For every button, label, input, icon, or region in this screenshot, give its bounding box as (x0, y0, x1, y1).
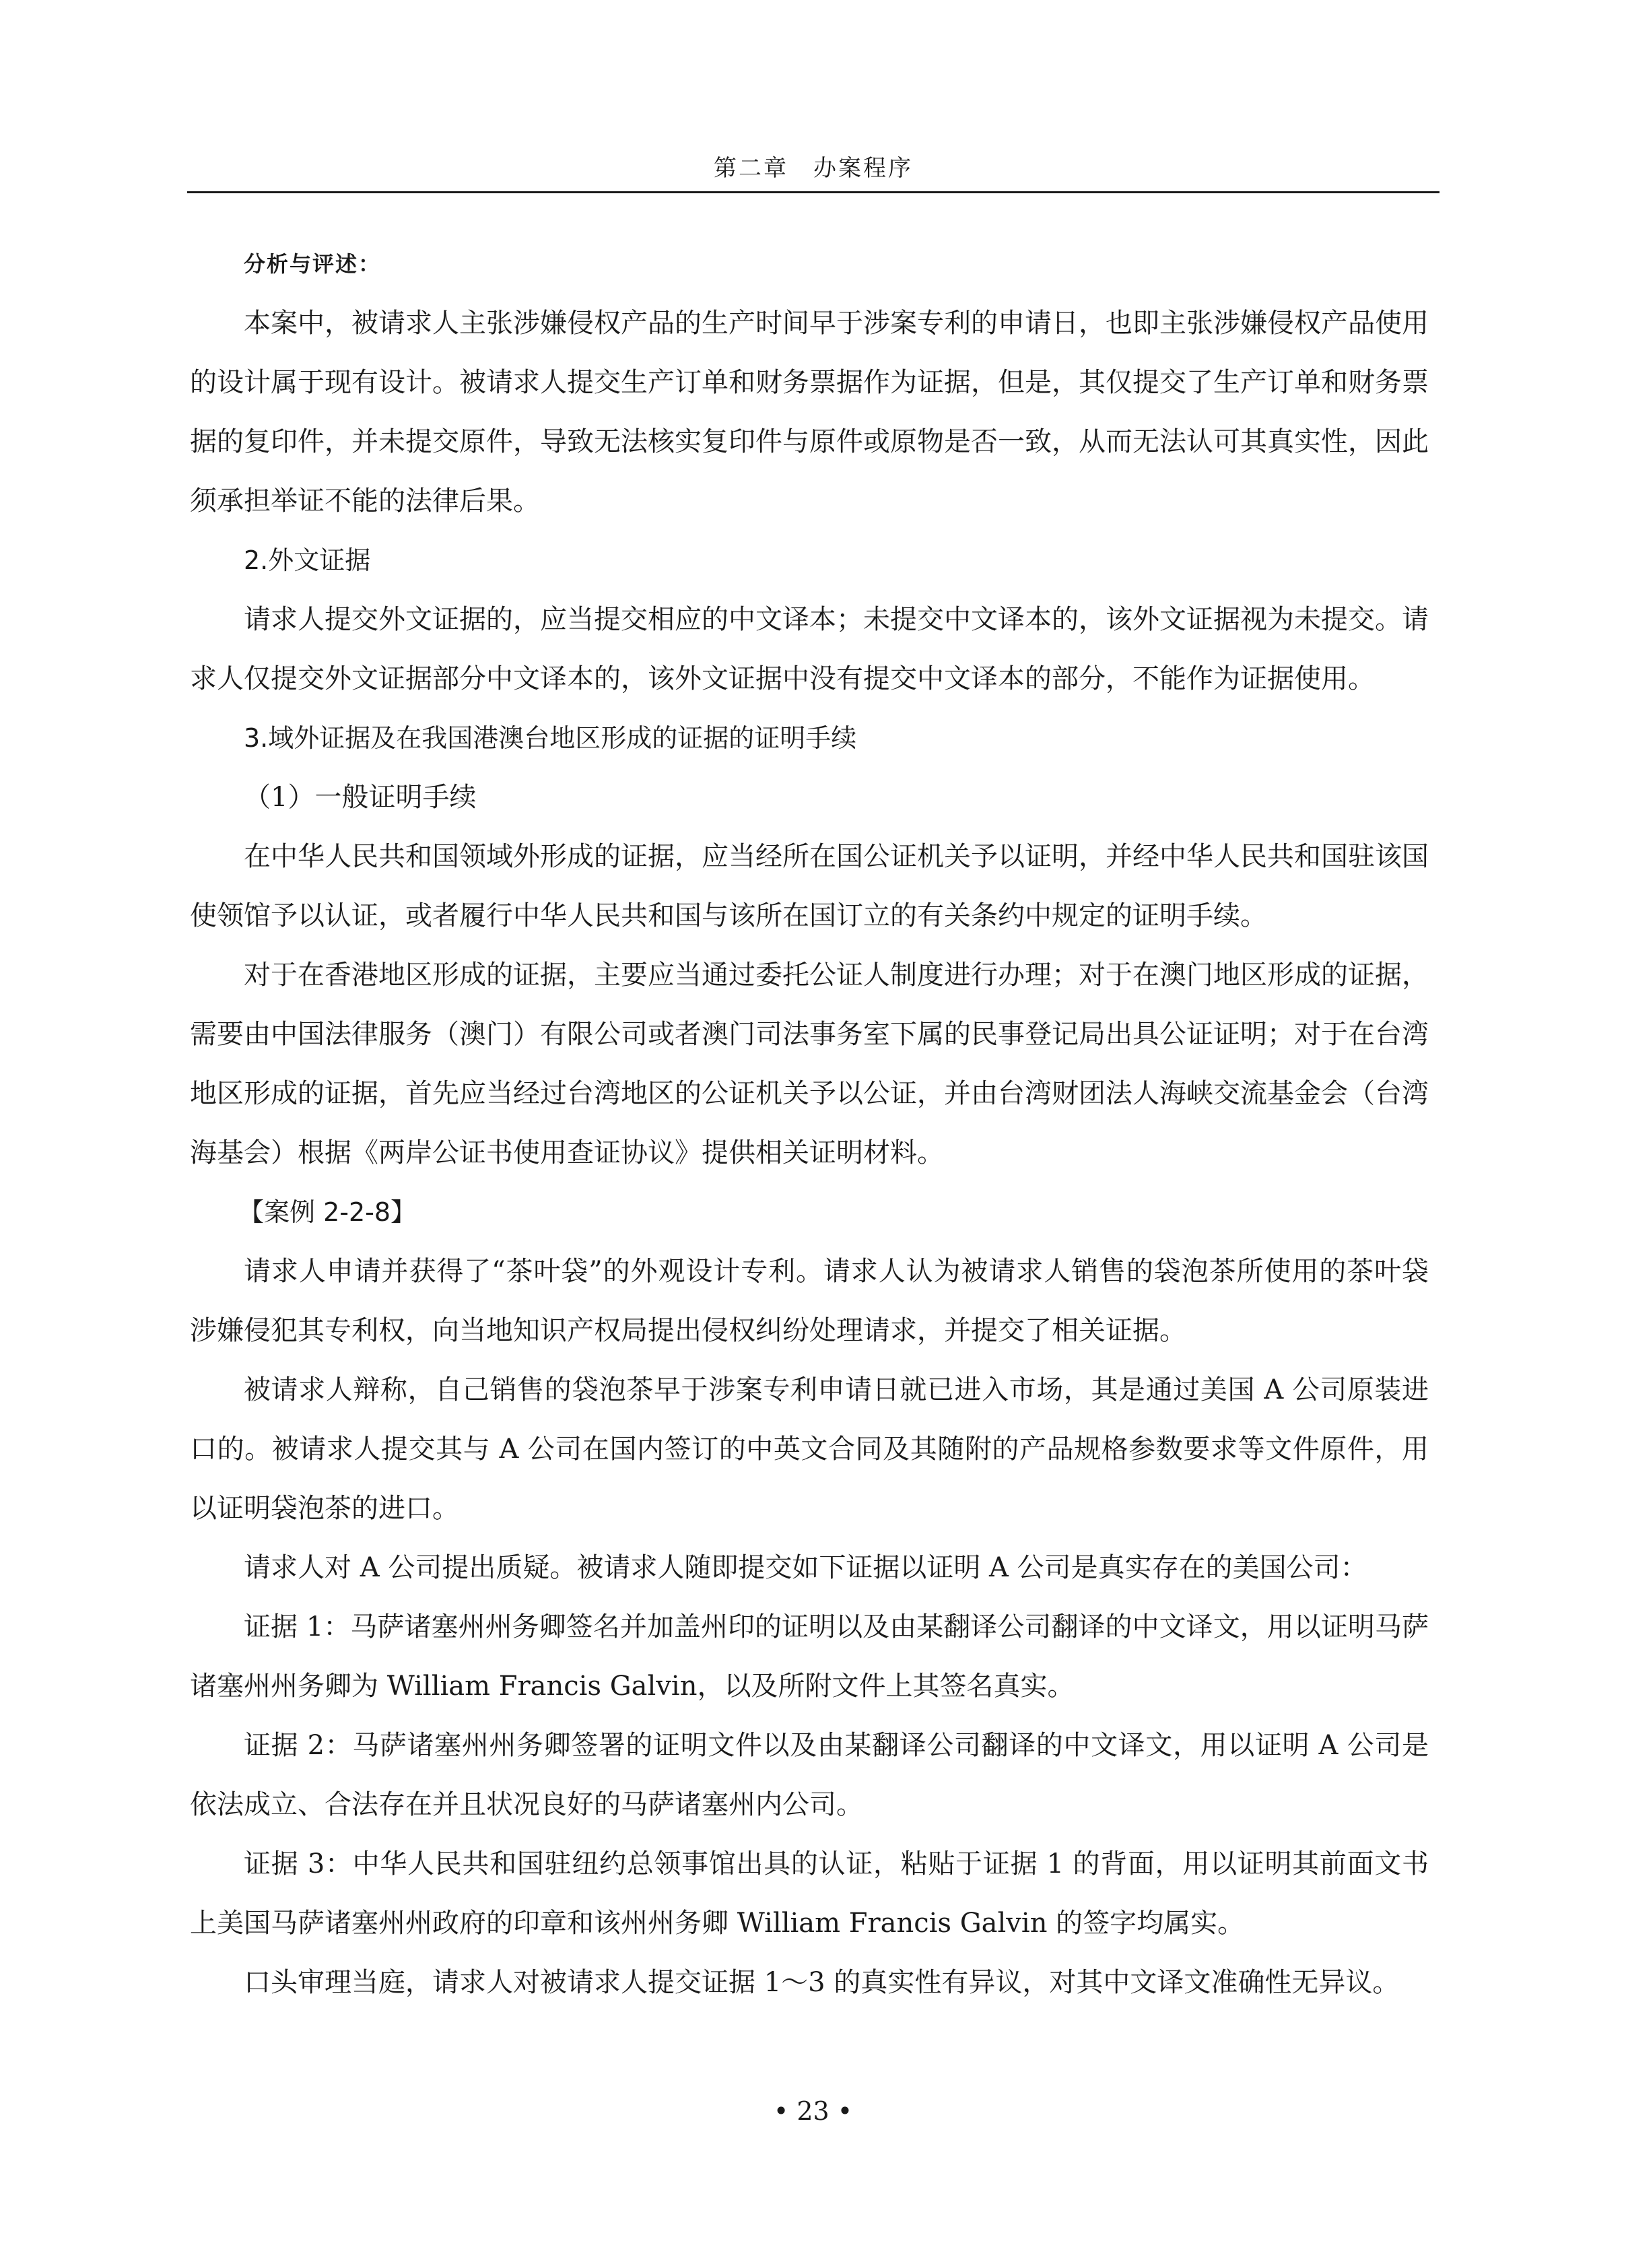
case-paragraph: 证据 2：马萨诸塞州州务卿签署的证明文件以及由某翻译公司翻译的中文译文，用以证明 A 公司是依法成立、合法存在并且状况良好的马萨诸塞州内公司。 (190, 1730, 1429, 1820)
paragraph: 在中华人民共和国领域外形成的证据，应当经所在国公证机关予以证明，并经中华人民共和国驻该国使领馆予以认证，或者履行中华人民共和国与该所在国订立的有关条约中规定的证明手续。 (190, 841, 1429, 931)
section-heading-foreign-evidence: 2.外文证据 (244, 545, 371, 575)
header-rule (187, 191, 1439, 193)
subheading-general-procedure: （1）一般证明手续 (244, 782, 477, 813)
section-heading-extraterritorial-evidence: 3.域外证据及在我国港澳台地区形成的证据的证明手续 (244, 723, 857, 753)
analysis-heading: 分析与评述： (244, 251, 382, 277)
chapter-header: 第二章 办案程序 (714, 155, 913, 182)
page-number: • 23 • (773, 2096, 853, 2126)
analysis-paragraph: 本案中，被请求人主张涉嫌侵权产品的生产时间早于涉案专利的申请日，也即主张涉嫌侵权产品使用的设计属于现有设计。被请求人提交生产订单和财务票据作为证据，但是，其仅提交了生产订单和财务票据的复印件，并未提交原件，导致无法核实复印件与原件或原物是否一致，从而无法认可其真实性，因此须承担举证不能的法律后果。 (190, 308, 1429, 516)
case-paragraph: 被请求人辩称，自己销售的袋泡茶早于涉案专利申请日就已进入市场，其是通过美国 A 公司原装进口的。被请求人提交其与 A 公司在国内签订的中英文合同及其随附的产品规格参数要求等文件原件，用以证明袋泡茶的进口。 (190, 1374, 1429, 1524)
case-paragraph: 证据 3：中华人民共和国驻纽约总领事馆出具的认证，粘贴于证据 1 的背面，用以证明其前面文书上美国马萨诸塞州州政府的印章和该州州务卿 William Francis Galvin 的签字均属实。 (190, 1848, 1429, 1939)
case-paragraph: 证据 1：马萨诸塞州州务卿签名并加盖州印的证明以及由某翻译公司翻译的中文译文，用以证明马萨诸塞州州务卿为 William Francis Galvin，以及所附文件上其签名真实。 (190, 1611, 1429, 1702)
case-paragraph: 请求人对 A 公司提出质疑。被请求人随即提交如下证据以证明 A 公司是真实存在的美国公司： (244, 1552, 1367, 1583)
paragraph: 对于在香港地区形成的证据，主要应当通过委托公证人制度进行办理；对于在澳门地区形成的证据，需要由中国法律服务（澳门）有限公司或者澳门司法事务室下属的民事登记局出具公证证明；对于在台湾地区形成的证据，首先应当经过台湾地区的公证机关予以公证，并由台湾财团法人海峡交流基金会（台湾海基会）根据《两岸公证书使用查证协议》提供相关证明材料。 (190, 960, 1429, 1168)
foreign-evidence-paragraph: 请求人提交外文证据的，应当提交相应的中文译本；未提交中文译本的，该外文证据视为未提交。请求人仅提交外文证据部分中文译本的，该外文证据中没有提交中文译本的部分，不能作为证据使用。 (190, 604, 1429, 694)
case-heading: 【案例 2-2-8】 (238, 1197, 417, 1227)
case-paragraph: 口头审理当庭，请求人对被请求人提交证据 1～3 的真实性有异议，对其中文译文准确性无异议。 (244, 1967, 1400, 1998)
page-body (190, 234, 1429, 2012)
case-paragraph: 请求人申请并获得了“茶叶袋”的外观设计专利。请求人认为被请求人销售的袋泡茶所使用的茶叶袋涉嫌侵犯其专利权，向当地知识产权局提出侵权纠纷处理请求，并提交了相关证据。 (190, 1256, 1429, 1346)
